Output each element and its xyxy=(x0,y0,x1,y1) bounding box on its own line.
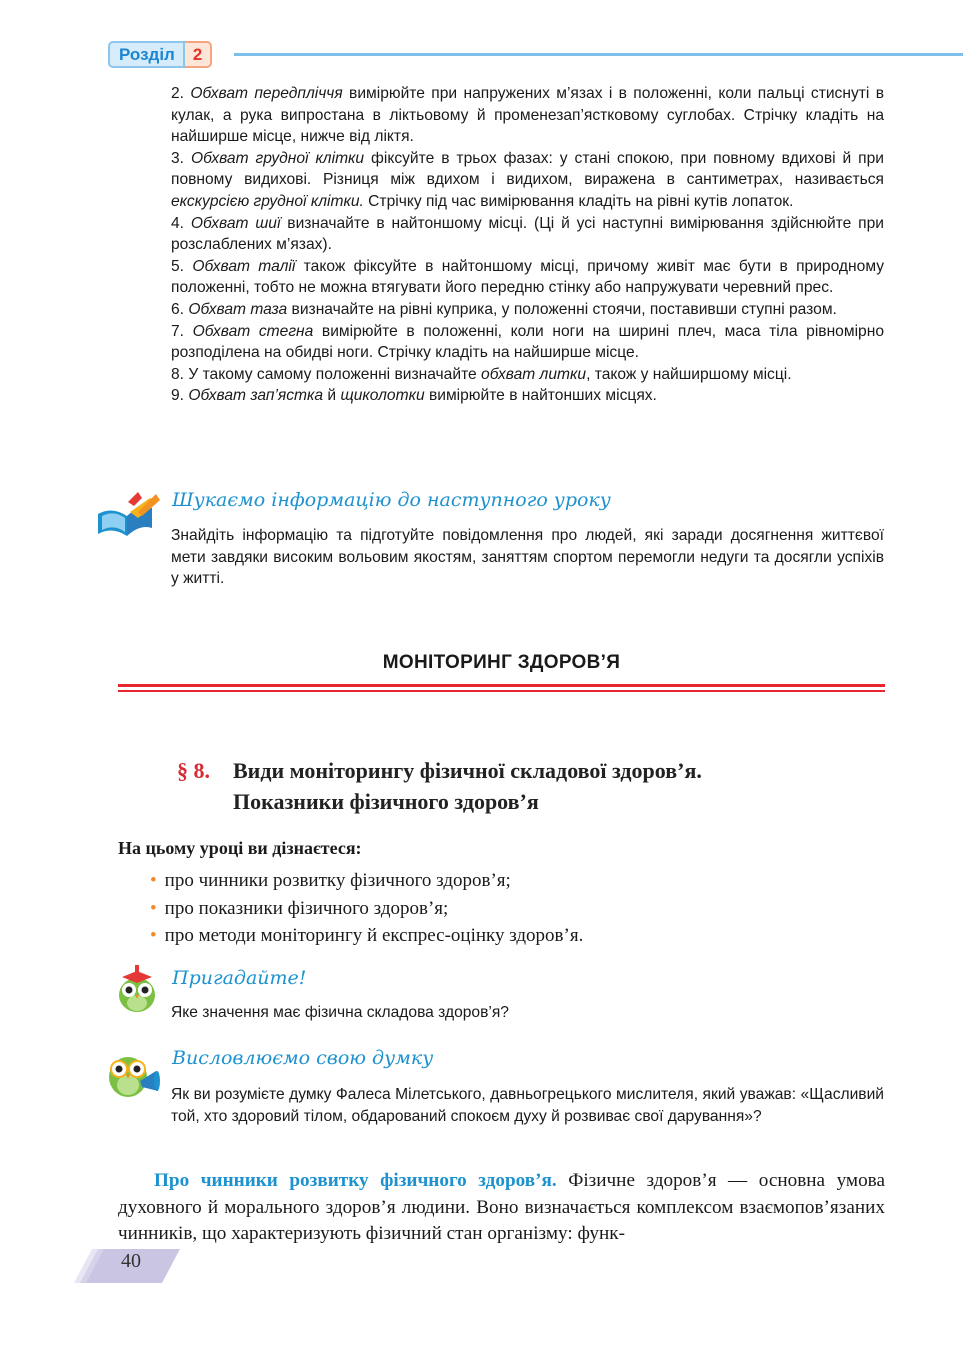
next-lesson-heading: Шукаємо інформацію до наступного уроку xyxy=(172,489,611,511)
next-lesson-text: Знайдіть інформацію та підготуйте повідомлення про людей, які заради досягнення життєвої мети завдяки високим вольовим якостям, заняттям спортом перемогли недуги та досягли успіхів у житті. xyxy=(171,527,884,588)
list-item: • про показники фізичного здоров’я; xyxy=(150,895,583,923)
measurement-item: 9. Обхват зап’ястка й щиколотки вимірюйте в найтонших місцях. xyxy=(171,387,657,405)
paragraph-title-line1: Види моніторингу фізичної складової здоров’я. xyxy=(233,758,702,783)
measurement-item: 8. У такому самому положенні визначайте обхват литки, також у найширшому місці. xyxy=(171,365,792,383)
section-rule-bottom xyxy=(118,690,885,692)
main-text-body: Фізичне здоров’я — основна умова духовного й морального здоров’я людини. Воно визначається комплексом взаємопов’язаних чинників, що характеризують фізичний стан організму: функ- xyxy=(118,1170,885,1244)
lesson-goals-list xyxy=(150,867,583,950)
owl-student-icon xyxy=(114,965,160,1018)
section-title: МОНІТОРИНГ ЗДОРОВ’Я xyxy=(382,652,621,673)
measurement-item: 2. Обхват передпліччя вимірюйте при напружених м’язах і в положенні, коли пальці стиснуті в кулак, а рука випростана в ліктьовому й променезап’ястковому суглобах. Стрічку кладіть на найширше місце, нижче від ліктя. xyxy=(171,85,884,146)
section-rule-top xyxy=(118,684,885,687)
book-icon xyxy=(94,490,164,545)
section-tab xyxy=(108,41,212,68)
page-number: 40 xyxy=(121,1250,141,1272)
paragraph-title-line2: Показники фізичного здоров’я xyxy=(233,789,539,814)
measurement-item: 6. Обхват таза визначайте на рівні куприка, у положенні стоячи, поставивши ступні разом. xyxy=(171,300,837,318)
section-number: 2 xyxy=(185,41,212,68)
lesson-goals-label: На цьому уроці ви дізнаєтеся: xyxy=(118,838,362,858)
measurement-item: 4. Обхват шиї визначайте в найтоншому місці. (Ці й усі наступні вимірювання здійснюйте при розслаблених м’язах). xyxy=(171,214,884,254)
measurements-list xyxy=(171,83,884,407)
owl-megaphone-icon xyxy=(106,1047,162,1104)
measurement-item: 5. Обхват талії також фіксуйте в найтоншому місці, причому живіт має бути в природному положенні, тобто не можна втягувати його передню стінку або напружувати черевний прес. xyxy=(171,257,885,297)
list-item: • про чинники розвитку фізичного здоров’я; xyxy=(150,867,583,895)
measurement-item: 7. Обхват стегна вимірюйте в положенні, коли ноги на ширині плеч, маса тіла рівномірно розподілена на обидві ноги. Стрічку кладіть на найширше місце. xyxy=(171,322,884,362)
list-item: • про методи моніторингу й експрес-оцінку здоров’я. xyxy=(150,922,583,950)
header-rule xyxy=(234,53,963,56)
measurement-item: 3. Обхват грудної клітки фіксуйте в трьох фазах: у стані спокою, при повному вдихові й при повному видихові. Різниця між вдихом і видихом, виражена в сантиметрах, називається екскурсією грудної клітки. Стрічку під час вимірювання кладіть на рівні кутів лопаток. xyxy=(171,149,884,210)
main-text xyxy=(118,1168,885,1248)
paragraph-number: § 8. xyxy=(177,758,210,783)
section-word: Розділ xyxy=(108,41,185,68)
opinion-heading: Висловлюємо свою думку xyxy=(172,1047,434,1069)
paragraph-heading xyxy=(177,755,702,817)
main-text-lead: Про чинники розвитку фізичного здоров’я. xyxy=(154,1170,557,1191)
recall-heading: Пригадайте! xyxy=(172,967,307,989)
recall-text: Яке значення має фізична складова здоров’я? xyxy=(171,1004,509,1021)
opinion-text: Як ви розумієте думку Фалеса Мілетського, давньогрецького мислителя, який уважав: «Щасливий той, хто здоровий тілом, обдарований спокоєм духу й розвиває свої дарування»? xyxy=(171,1086,884,1125)
